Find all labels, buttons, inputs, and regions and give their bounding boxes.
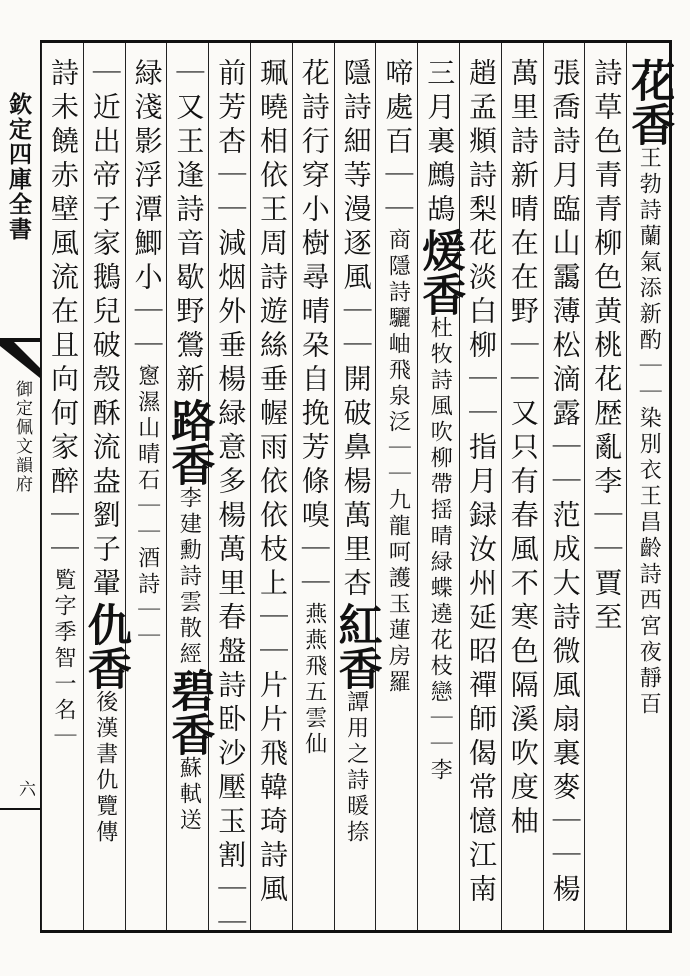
text-column (43, 58, 83, 750)
book-title: 御定佩文韻府 (12, 380, 32, 494)
body-text: 張喬詩月臨山靄薄松滴露｜｜范成大詩微風扇裏麥｜｜楊 (548, 58, 582, 908)
body-text: 花詩行穿小樹尋晴朶自挽芳條嗅｜｜ (297, 58, 331, 602)
entry-heading: 碧香 (163, 668, 215, 756)
margin-rule (0, 808, 40, 810)
page-number: 六 (15, 780, 35, 797)
body-text: 詩草色青青柳色黄桃花歴亂李｜｜賈至 (590, 58, 624, 636)
commentary-text: 覧字季智一名｜ (51, 568, 76, 750)
entry-heading: 花香 (623, 58, 675, 146)
body-text: 啼處百｜｜ (381, 58, 415, 228)
text-column (163, 58, 215, 834)
text-column (294, 58, 334, 758)
commentary-text: 商隱詩驪岫飛泉泛｜｜九龍呵護玉蓮房羅 (385, 228, 411, 696)
text-column (503, 58, 543, 840)
entry-heading: 路香 (163, 398, 215, 486)
commentary-text: 窻濕山晴石｜｜ (134, 364, 160, 546)
body-text: ｜近出帝子家鵝兒破殼酥流盎劉子翬 (88, 58, 122, 602)
body-text: ｜又王逢詩音歇野鶯新 (172, 58, 206, 398)
page-margin (0, 40, 40, 933)
frame-top-rule (40, 40, 672, 43)
text-column (252, 58, 292, 908)
frame-bottom-rule (40, 930, 672, 933)
text-column (127, 58, 167, 650)
commentary-text: 杜牧詩風吹柳帶揺晴緑蝶遶花枝戀｜｜李 (427, 316, 453, 784)
body-text: 前芳杏｜｜減烟外垂楊緑意多楊萬里春盤詩卧沙壓玉割｜｜ (214, 58, 248, 942)
column-rule (41, 43, 42, 930)
commentary-text: 李建勳詩雲散經 (176, 486, 202, 668)
entry-heading: 煖香 (414, 228, 466, 316)
body-text: 隱詩細䓁漫逐風｜｜開破鼻楊萬里杏 (339, 58, 373, 602)
body-text: 詩未饒赤壁風流在且向何家醉｜｜ (47, 58, 80, 568)
commentary-text: 譚用之詩暖捺 (343, 690, 369, 846)
entry-heading: 仇香 (79, 602, 131, 690)
text-column (79, 58, 131, 846)
body-text: 三月裏鷓鴣 (423, 58, 457, 228)
body-text: 萬里詩新晴在在野｜｜又只有春風不寒色隔溪吹度柚 (506, 58, 540, 840)
text-column (461, 58, 501, 908)
entry-heading: 紅香 (330, 602, 382, 690)
text-column (545, 58, 585, 908)
commentary-text: 後漢書仇覽傳 (92, 690, 118, 846)
fish-tail-mark-icon (0, 328, 40, 388)
commentary-text: 酒詩｜｜ (134, 546, 160, 650)
commentary-text: 燕燕飛五雲仙 (301, 602, 327, 758)
text-column (586, 58, 626, 636)
body-text: 緑淺影浮潭鯽小｜｜ (130, 58, 164, 364)
body-text: 趙孟頫詩梨花淡白柳｜｜指月録汝州延昭禪師偈常憶江南 (465, 58, 498, 908)
text-column (623, 58, 675, 718)
commentary-text: 王勃詩蘭氣添新酌｜｜染別衣王昌齡詩西宮夜靜百 (636, 146, 662, 718)
frame-right-rule (669, 40, 672, 933)
commentary-text: 蘇軾送 (176, 756, 202, 834)
text-column (377, 58, 417, 696)
library-title: 欽定四庫全書 (5, 92, 32, 242)
text-column (210, 58, 250, 942)
text-column (414, 58, 466, 784)
body-text: 珮曉相依王周詩遊絲垂幄雨依依枝上｜｜片片飛韓琦詩風 (256, 58, 289, 908)
text-column (330, 58, 382, 846)
